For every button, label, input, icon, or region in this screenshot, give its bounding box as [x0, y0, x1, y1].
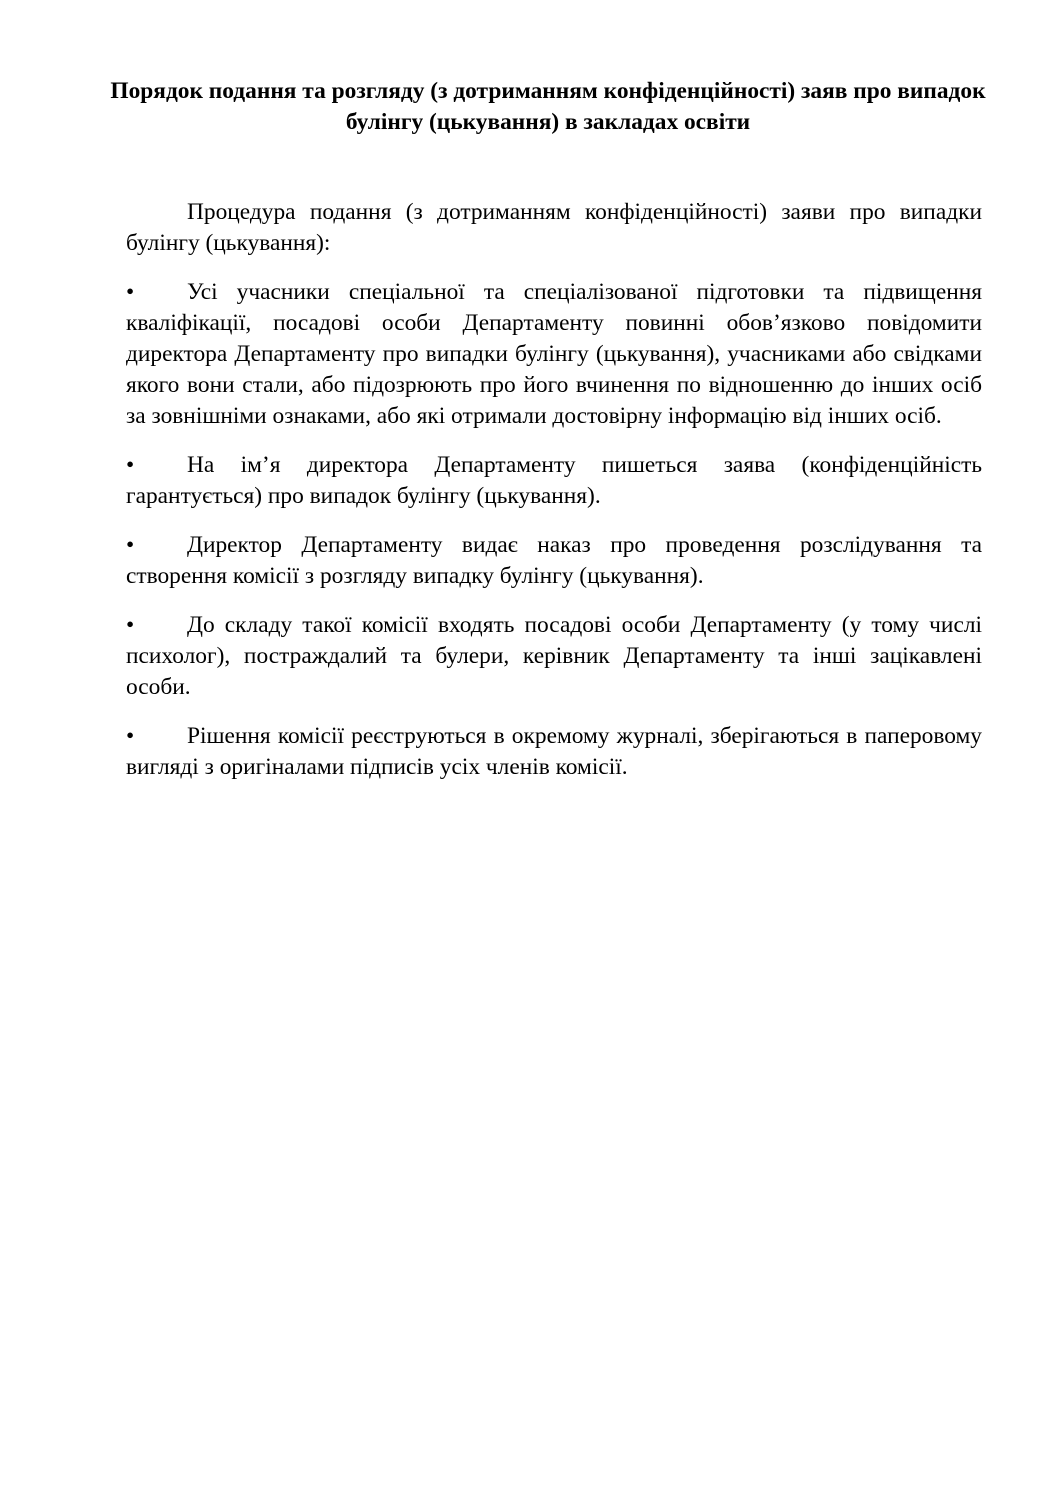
list-item	[126, 450, 982, 512]
document-body	[126, 197, 982, 801]
list-item-text: Рішення комісії реєструються в окремому журналі, зберігаються в паперовому вигляді з оригіналами підписів усіх членів комісії.	[126, 723, 982, 780]
bullet-marker: •	[126, 452, 135, 478]
list-item-text: До складу такої комісії входять посадові особи Департаменту (у тому числі психолог), постраждалий та булери, керівник Департаменту та інші зацікавлені особи.	[126, 612, 982, 700]
list-item	[126, 277, 982, 432]
bullet-marker: •	[126, 612, 135, 638]
bullet-marker: •	[126, 532, 135, 558]
list-item-text: На ім’я директора Департаменту пишеться заява (конфіденційність гарантується) про випадок булінгу (цькування).	[126, 452, 982, 509]
list-item-text: Усі учасники спеціальної та спеціалізованої підготовки та підвищення кваліфікації, посадові особи Департаменту повинні обов’язково повідомити директора Департаменту про випадки булінгу (цькування), учасниками або свідками якого вони стали, або підозрюють про його вчинення по відношенню до інших осіб за зовнішніми ознаками, або які отримали достовірну інформацію від інших осіб.	[126, 279, 982, 429]
list-item	[126, 530, 982, 592]
list-item	[126, 721, 982, 783]
bullet-marker: •	[126, 723, 135, 749]
bullet-marker: •	[126, 279, 135, 305]
list-item	[126, 610, 982, 703]
intro-paragraph: Процедура подання (з дотриманням конфіденційності) заяви про випадки булінгу (цькування):	[126, 199, 982, 256]
list-item-text: Директор Департаменту видає наказ про проведення розслідування та створення комісії з розгляду випадку булінгу (цькування).	[126, 532, 982, 589]
document-title: Порядок подання та розгляду (з дотриманням конфіденційності) заяв про випадок булінгу (цькування) в закладах освіти	[110, 78, 986, 135]
